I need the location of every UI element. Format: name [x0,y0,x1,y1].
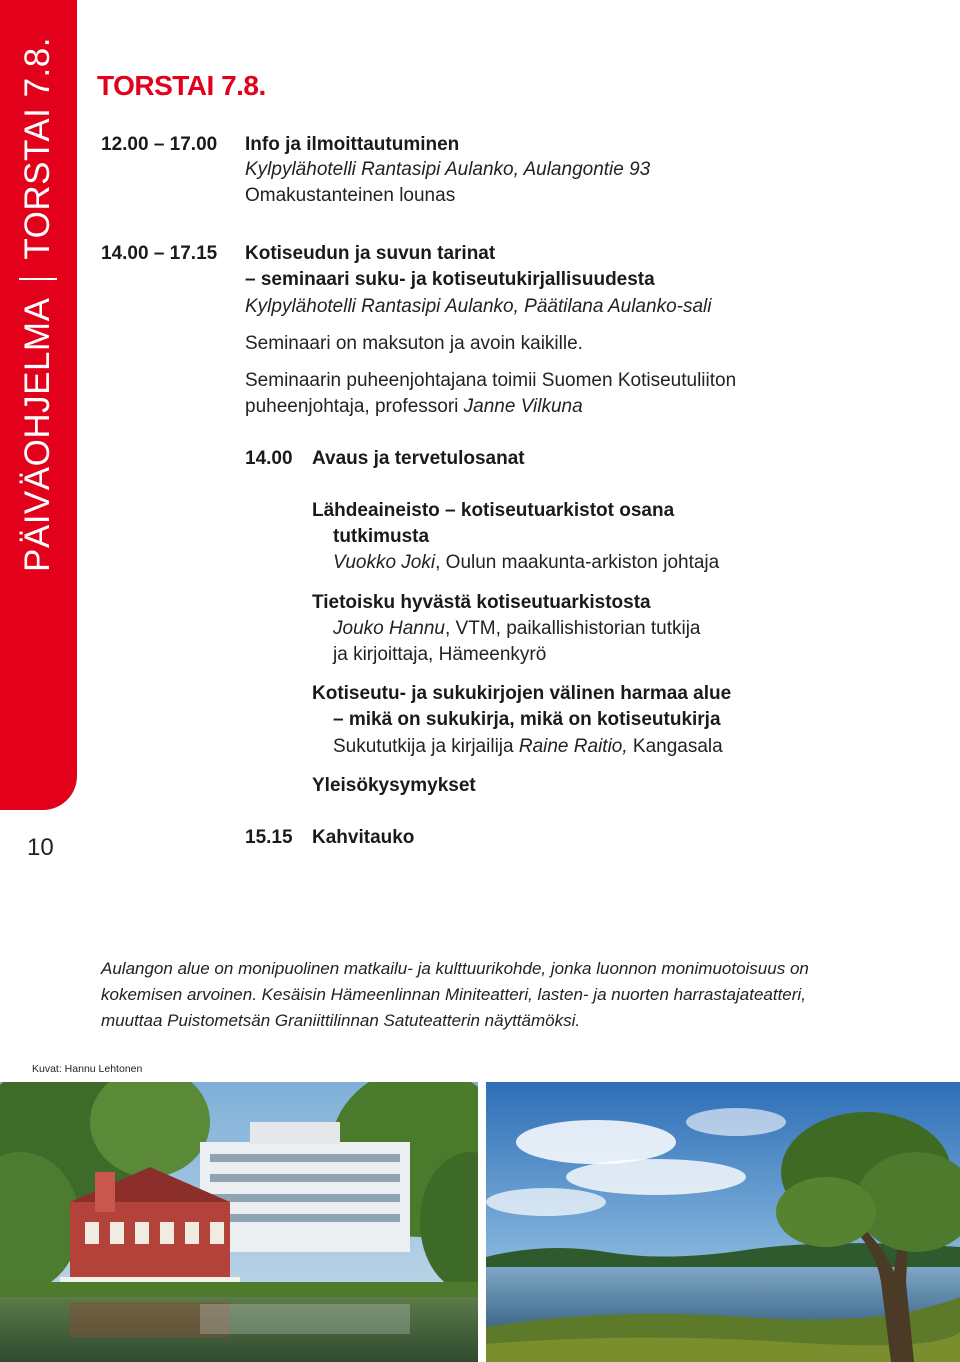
talk3-speaker-line [333,736,723,758]
sidebar-heading-right: TORSTAI 7.8. [18,37,57,260]
block2-title-line2: – seminaari suku- ja kotiseutukirjallisuudesta [245,269,655,290]
photo-credit: Kuvat: Hannu Lehtonen [32,1063,143,1075]
caption-line2: kokemisen arvoinen. Kesäisin Hämeenlinnan Miniteatteri, lasten- ja nuorten harrastajateatteri, [101,985,806,1004]
talk2-title: Tietoisku hyvästä kotiseutuarkistosta [312,592,651,613]
sidebar-heading [18,37,58,572]
page-number: 10 [27,834,54,861]
lake-illustration [486,1082,960,1362]
block1-time: 12.00 – 17.00 [101,134,218,155]
photo-caption [101,956,861,1034]
talk2-role-line2: ja kirjoittaja, Hämeenkyrö [333,644,547,665]
talk1-speaker-line [333,552,719,574]
block2-chair-line2 [245,396,583,418]
block2-time: 14.00 – 17.15 [101,243,218,264]
opening-time: 14.00 [245,448,293,469]
chair-name: Janne Vilkuna [463,396,583,417]
sidebar-band [0,0,77,810]
break-title: Kahvitauko [312,827,415,848]
talk1-role: , Oulun maakunta-arkiston johtaja [435,552,720,573]
sidebar-heading-left: PÄIVÄOHJELMA [18,297,57,572]
talk1-speaker: Vuokko Joki [333,552,436,573]
questions: Yleisökysymykset [312,775,476,796]
opening-title: Avaus ja tervetulosanat [312,448,525,469]
talk3-title-line1: Kotiseutu- ja sukukirjojen välinen harmaa alue [312,683,732,704]
hotel-illustration [0,1082,478,1362]
block2-title-line1: Kotiseudun ja suvun tarinat [245,243,496,264]
caption-line3: muuttaa Puistometsän Graniittilinnan Satuteatterin näyttämöksi. [101,1011,581,1030]
sidebar-separator [19,278,57,280]
talk2-speaker-line [333,618,701,640]
block1-title: Info ja ilmoittautuminen [245,134,460,155]
photo-hotel [0,1082,478,1362]
talk3-post: Kangasala [627,736,723,757]
block1-note: Omakustanteinen lounas [245,185,456,206]
photo-lake [486,1082,960,1362]
block2-free-note: Seminaari on maksuton ja avoin kaikille. [245,333,583,354]
talk3-title-line2: – mikä on sukukirja, mikä on kotiseutukirja [333,709,721,730]
talk1-title-line1: Lähdeaineisto – kotiseutuarkistot osana [312,500,675,521]
chair-role: puheenjohtaja, professori [245,396,464,417]
break-time: 15.15 [245,827,293,848]
talk1-title-line2: tutkimusta [333,526,430,547]
block1-location: Kylpylähotelli Rantasipi Aulanko, Aulangontie 93 [245,159,651,180]
talk2-role: , VTM, paikallishistorian tutkija [444,618,701,639]
talk3-speaker: Raine Raitio, [518,736,628,757]
block2-location: Kylpylähotelli Rantasipi Aulanko, Päätilana Aulanko-sali [245,296,712,317]
day-title: TORSTAI 7.8. [97,70,266,101]
talk2-speaker: Jouko Hannu [333,618,445,639]
caption-line1: Aulangon alue on monipuolinen matkailu- ja kulttuurikohde, jonka luonnon monimuotoisuus on [101,959,809,978]
talk3-pre: Sukututkija ja kirjailija [333,736,519,757]
block2-chair-line1: Seminaarin puheenjohtajana toimii Suomen Kotiseutuliiton [245,370,737,391]
